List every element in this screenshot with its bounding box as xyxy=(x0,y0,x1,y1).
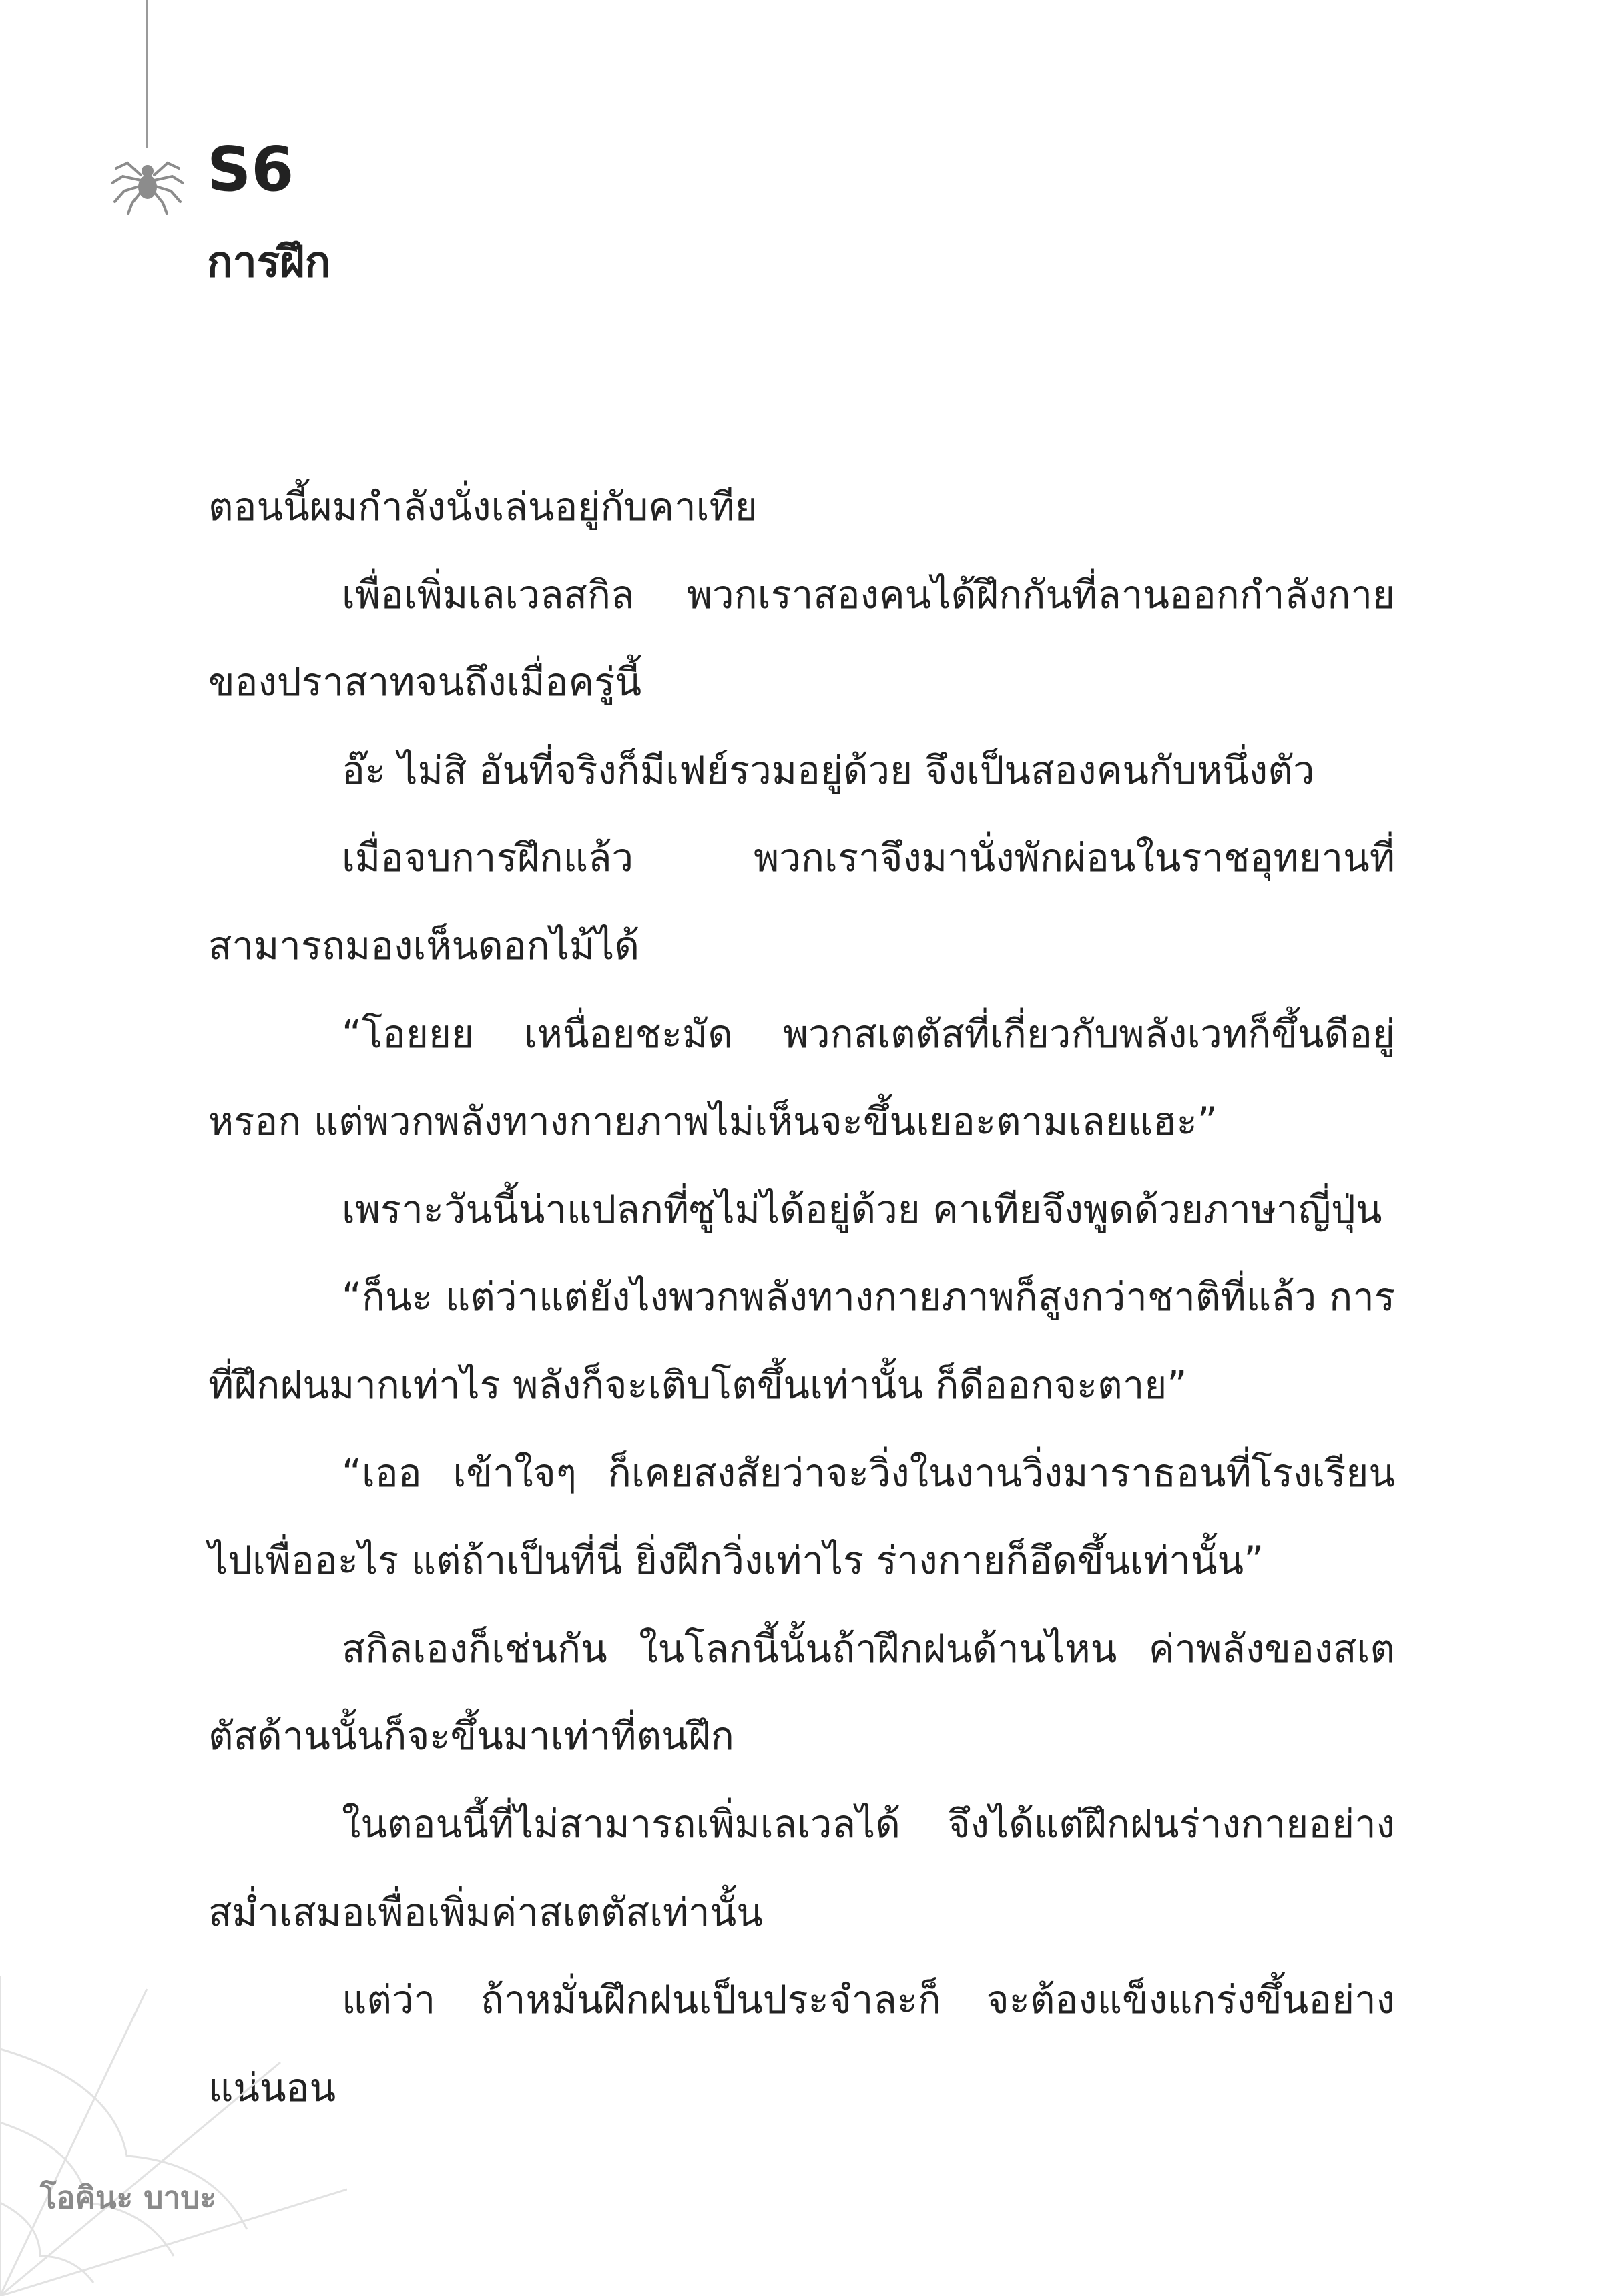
author-name: โอคินะ บาบะ xyxy=(40,2179,217,2215)
chapter-title: การฝึก xyxy=(207,238,331,287)
paragraph: แต่ว่า ถ้าหมั่นฝึกฝนเป็นประจำละก็ จะต้องแข็งแกร่งขึ้นอย่างแน่นอน xyxy=(208,1977,1395,2110)
spider-web-decoration xyxy=(0,1976,347,2296)
paragraph: ตอนนี้ผมกำลังนั่งเล่นอยู่กับคาเทีย xyxy=(208,484,758,529)
paragraph: “เออ เข้าใจๆ ก็เคยสงสัยว่าจะวิ่งในงานวิ่งมาราธอนที่โรงเรียนไปเพื่ออะไร แต่ถ้าเป็นที่นี่ ยิ่งฝึกวิ่งเท่าไร ร่างกายก็อึดขึ้นเท่านั้น” xyxy=(208,1450,1395,1584)
paragraph: เพื่อเพิ่มเลเวลสกิล พวกเราสองคนได้ฝึกกันที่ลานออกกำลังกายของปราสาทจนถึงเมื่อครู่นี้ xyxy=(208,571,1395,705)
paragraph: เมื่อจบการฝึกแล้ว พวกเราจึงมานั่งพักผ่อนในราชอุทยานที่สามารถมองเห็นดอกไม้ได้ xyxy=(208,835,1395,968)
spider-thread xyxy=(146,0,148,148)
chapter-body xyxy=(208,463,1395,2132)
paragraph: เพราะวันนี้น่าแปลกที่ซูไม่ได้อยู่ด้วย คาเทียจึงพูดด้วยภาษาญี่ปุ่น xyxy=(342,1186,1382,1232)
paragraph: สกิลเองก็เช่นกัน ในโลกนี้นั้นถ้าฝึกฝนด้านไหน ค่าพลังของสเตตัสด้านนั้นก็จะขึ้นมาเท่าที่ตนฝึก xyxy=(208,1625,1395,1759)
spider-icon xyxy=(111,148,184,215)
paragraph: อ๊ะ ไม่สิ อันที่จริงก็มีเฟย์รวมอยู่ด้วย จึงเป็นสองคนกับหนึ่งตัว xyxy=(342,747,1315,793)
paragraph: “โอยยย เหนื่อยชะมัด พวกสเตตัสที่เกี่ยวกับพลังเวทก็ขึ้นดีอยู่หรอก แต่พวกพลังทางกายภาพไม่เห็นจะขึ้นเยอะตามเลยแฮะ” xyxy=(208,1011,1395,1145)
paragraph: “ก็นะ แต่ว่าแต่ยังไงพวกพลังทางกายภาพก็สูงกว่าชาติที่แล้ว การที่ฝึกฝนมากเท่าไร พลังก็จะเติบโตขึ้นเท่านั้น ก็ดีออกจะตาย” xyxy=(208,1274,1395,1408)
paragraph: ในตอนนี้ที่ไม่สามารถเพิ่มเลเวลได้ จึงได้แต่ฝึกฝนร่างกายอย่างสม่ำเสมอเพื่อเพิ่มค่าสเตตัสเท่านั้น xyxy=(208,1801,1395,1935)
chapter-number: S6 xyxy=(207,133,294,205)
